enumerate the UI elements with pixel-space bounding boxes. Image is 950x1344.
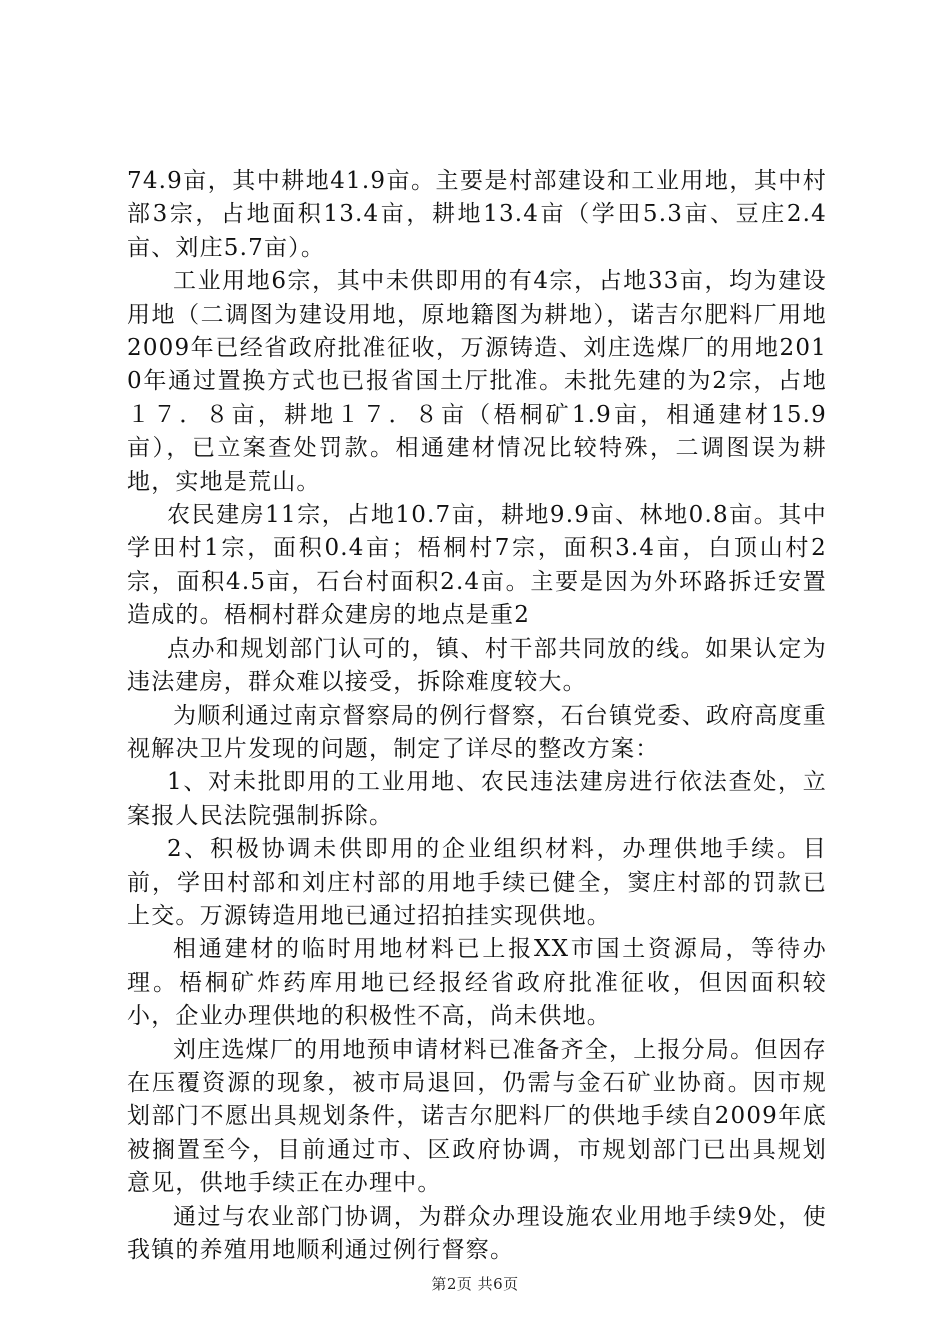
paragraph-rectification-plan: 为顺利通过南京督察局的例行督察，石台镇党委、政府高度重视解决卫片发现的问题，制定了详尽的整改方案：: [127, 702, 827, 762]
paragraph-item-1: 1、对未批即用的工业用地、农民违法建房进行依法查处，立案报人民法院强制拆除。: [127, 769, 827, 829]
paragraph-demolition-difficulty: 点办和规划部门认可的，镇、村干部共同放的线。如果认定为违法建房，群众难以接受，拆除难度较大。: [127, 635, 827, 696]
paragraph-agricultural-land: 通过与农业部门协调，为群众办理设施农业用地手续9处，使我镇的养殖用地顺利通过例行督察。: [127, 1203, 827, 1263]
paragraph-industrial-land: 工业用地6宗，其中未供即用的有4宗，占地33亩，均为建设用地（二调图为建设用地，原地籍图为耕地），诺吉尔肥料厂用地2009年已经省政府批准征收，万源铸造、刘庄选煤厂的用地2010年通过置换方式也已报省国土厅批准。未批先建的为2宗，占地１７．８亩，耕地１７．８亩（梧桐矿1.9亩，相通建材15.9亩），已立案查处罚款。相通建材情况比较特殊，二调图误为耕地，实地是荒山。: [127, 268, 827, 495]
paragraph-item-2: 2、积极协调未供即用的企业组织材料，办理供地手续。目前，学田村部和刘庄村部的用地手续已健全，窦庄村部的罚款已上交。万源铸造用地已通过招拍挂实现供地。: [127, 836, 827, 929]
paragraph-farmer-housing: 农民建房11宗，占地10.7亩，耕地9.9亩、林地0.8亩。其中学田村1宗，面积0.4亩；梧桐村7宗，面积3.4亩，白顶山村2宗，面积4.5亩，石台村面积2.4亩。主要是因为外环路拆迁安置造成的。梧桐村群众建房的地点是重2: [127, 502, 827, 629]
document-body: [127, 165, 827, 1267]
paragraph-land-summary: 74.9亩，其中耕地41.9亩。主要是村部建设和工业用地，其中村部3宗，占地面积13.4亩，耕地13.4亩（学田5.3亩、豆庄2.4亩、刘庄5.7亩）。: [127, 168, 827, 261]
page-footer: 第2页 共6页: [431, 1275, 519, 1293]
paragraph-temporary-land: 相通建材的临时用地材料已上报XX市国土资源局，等待办理。梧桐矿炸药库用地已经报经省政府批准征收，但因面积较小，企业办理供地的积极性不高，尚未供地。: [127, 936, 827, 1030]
paragraph-coal-plant: 刘庄选煤厂的用地预申请材料已准备齐全，上报分局。但因存在压覆资源的现象，被市局退回，仍需与金石矿业协商。因市规划部门不愿出具规划条件，诺吉尔肥料厂的供地手续自2009年底被搁置至今，目前通过市、区政府协调，市规划部门已出具规划意见，供地手续正在办理中。: [127, 1036, 827, 1197]
